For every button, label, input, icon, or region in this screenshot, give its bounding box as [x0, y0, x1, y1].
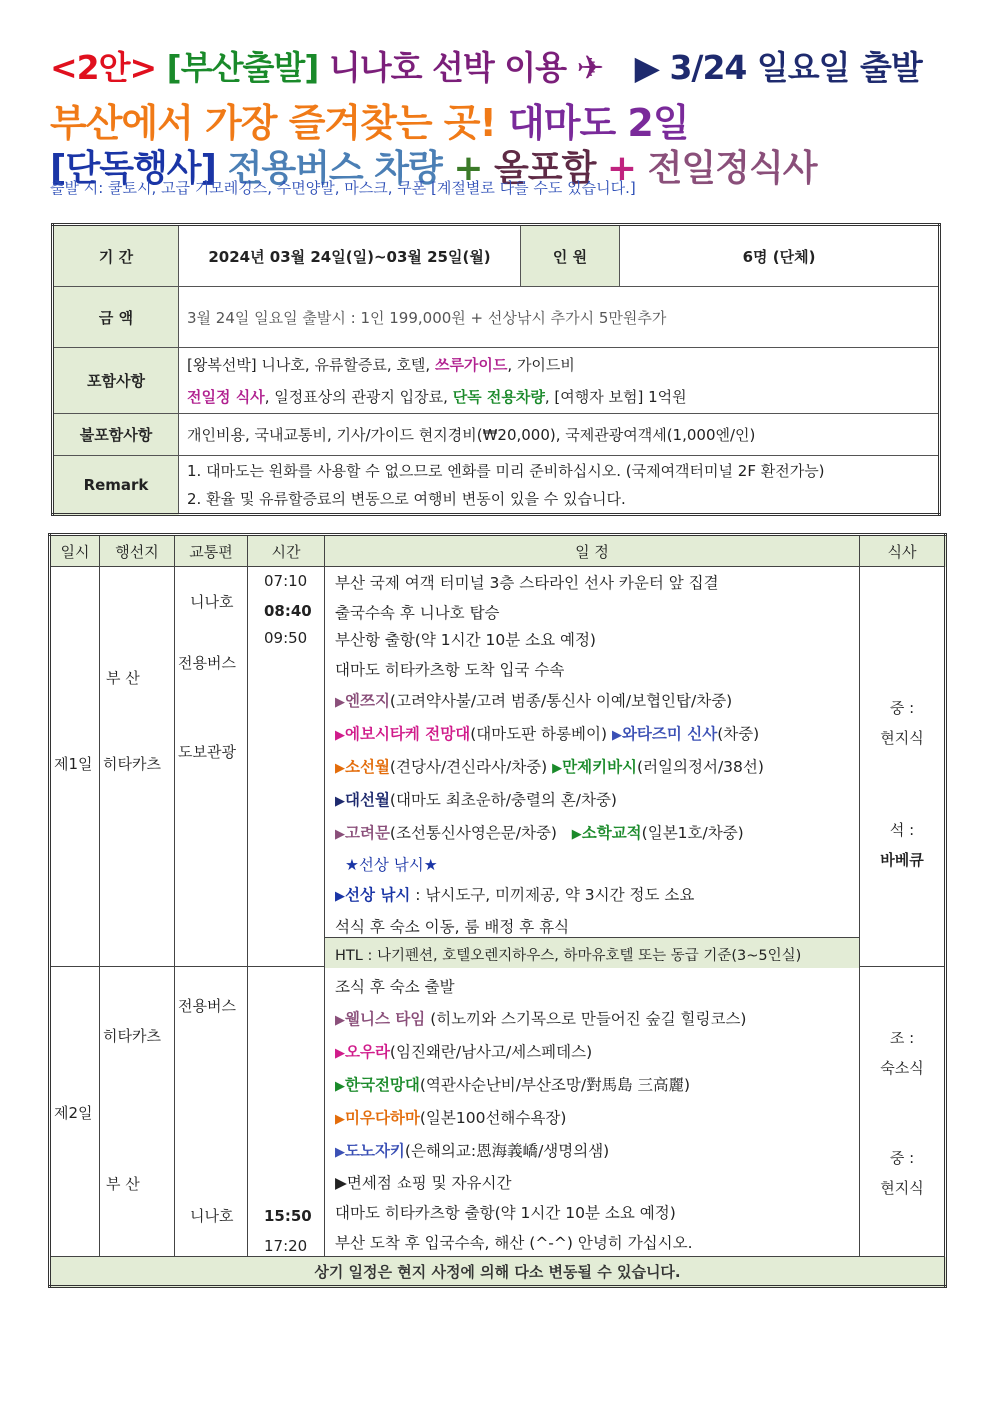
day2-item: 부산 도착 후 입국수속, 해산 (^-^) 안녕히 가십시오.	[335, 1234, 693, 1252]
bullet-icon: ▶	[571, 827, 582, 842]
day1-item: 대마도 히타카츠항 도착 입국 수속	[335, 661, 565, 679]
day1-dest-busan: 부 산	[106, 669, 140, 687]
remark-label: Remark	[53, 456, 179, 515]
day1-time-3: 09:50	[264, 629, 308, 647]
day2-itinerary-cell	[325, 967, 860, 1257]
day2-time-cell	[248, 967, 325, 1257]
price-value: 3월 24일 일요일 출발시 : 1인 199,000원 + 선상낚시 추가시 5만원추가	[179, 287, 940, 348]
day2-item: ▶미우다하마(일본100선해수욕장)	[335, 1109, 567, 1127]
header-date: 일시	[50, 535, 100, 567]
day2-dest-hitakatsu: 히타카츠	[103, 1027, 161, 1045]
bullet-icon: ▶	[335, 794, 345, 809]
day2-label-cell	[50, 967, 100, 1257]
day2-item: ▶한국전망대(역관사순난비/부산조망/對馬島 三高麗)	[335, 1076, 691, 1094]
bullet-icon: ▶	[335, 1046, 345, 1061]
day1-meals-cell	[860, 567, 946, 967]
people-value: 6명 (단체)	[620, 225, 940, 287]
day2-item: ▶면세점 쇼핑 및 자유시간	[335, 1174, 512, 1192]
day1-time-2: 08:40	[264, 602, 312, 620]
ship-label: 니나호 선박 이용 ✈	[328, 48, 604, 87]
day1-time-cell	[248, 567, 325, 967]
bullet-icon: ▶	[335, 695, 345, 710]
day2-meals-cell	[860, 967, 946, 1257]
departure-label: [부산출발]	[166, 48, 319, 87]
day1-destination-cell	[100, 567, 175, 967]
day1-itinerary-cell	[325, 567, 860, 967]
day2-item: ▶오우라(임진왜란/남사고/세스페데스)	[335, 1043, 593, 1061]
day2-transport-cell	[175, 967, 248, 1257]
bullet-icon: ▶	[335, 827, 345, 842]
schedule-footer-note: 상기 일정은 현지 사정에 의해 다소 변동될 수 있습니다.	[50, 1257, 946, 1287]
day1-item: ▶고려문(조선통신사영은문/차중) ▶소학교적(일본1호/차중)	[335, 824, 744, 842]
bullet-icon: ▶	[335, 1013, 345, 1028]
people-label: 인 원	[521, 225, 620, 287]
day2-lunch-label: 중 :	[889, 1149, 915, 1167]
all-inclusive-label: 올포함	[494, 148, 596, 189]
bullet-icon: ▶	[335, 889, 345, 904]
day2-item: 대마도 히타카츠항 출항(약 1시간 10분 소요 예정)	[335, 1204, 676, 1222]
header-transport: 교통편	[175, 535, 248, 567]
headline-a: 부산에서 가장 즐겨찾는 곳!	[50, 101, 496, 145]
arrow-icon: ▶	[634, 48, 659, 87]
plan-label: <2안>	[50, 48, 157, 87]
day1-label: 제1일	[54, 755, 93, 773]
period-value: 2024년 03월 24일(일)~03월 25일(월)	[179, 225, 521, 287]
day1-item: 부산 국제 여객 터미널 3층 스타라인 선사 카운터 앞 집결	[335, 574, 719, 592]
price-label: 금 액	[53, 287, 179, 348]
header-meals: 식사	[860, 535, 946, 567]
day1-lunch-label: 중 :	[889, 699, 915, 717]
day1-dest-hitakatsu: 히타카츠	[103, 755, 161, 773]
bullet-icon: ▶	[335, 761, 345, 776]
day1-item: ★선상 낚시★	[345, 856, 438, 874]
hotel-row	[325, 937, 859, 968]
plus-2: +	[606, 148, 637, 189]
day1-transport-bus: 전용버스	[178, 654, 236, 672]
day1-transport-walk: 도보관광	[178, 743, 236, 761]
day2-label: 제2일	[54, 1104, 93, 1122]
departure-date: 3/24 일요일 출발	[669, 48, 922, 87]
day2-transport-bus: 전용버스	[178, 997, 236, 1015]
header-itinerary: 일 정	[325, 535, 860, 567]
day1-dinner-label: 석 :	[889, 821, 915, 839]
day1-item: 출국수속 후 니나호 탑승	[335, 604, 500, 622]
day2-dest-busan: 부 산	[106, 1175, 140, 1193]
period-label: 기 간	[53, 225, 179, 287]
day1-item: 석식 후 숙소 이동, 룸 배정 후 휴식	[335, 918, 570, 936]
included-value: [왕복선박] 니나호, 유류할증료, 호텔, 쓰루가이드, 가이드비 전일정 식사, 일정표상의 관광지 입장료, 단독 전용차량, [여행자 보험] 1억원	[179, 348, 940, 414]
day2-time-2: 17:20	[264, 1237, 308, 1255]
bullet-icon: ▶	[611, 728, 622, 743]
bullet-icon: ▶	[335, 1112, 345, 1127]
day2-transport-ninaho: 니나호	[190, 1207, 234, 1225]
day1-lunch: 현지식	[880, 729, 924, 747]
day1-dinner: 바베큐	[880, 851, 924, 869]
bus-label: 전용버스 차량	[227, 148, 442, 189]
day1-item: ▶엔쯔지(고려약사불/고려 범종/통신사 이예/보협인탑/차중)	[335, 692, 733, 710]
header-destination: 행선지	[100, 535, 175, 567]
day1-item: ▶대선월(대마도 최초운하/충렬의 혼/차중)	[335, 791, 617, 809]
day1-transport-ninaho: 니나호	[190, 593, 234, 611]
hotel-info: HTL : 나기펜션, 호텔오렌지하우스, 하마유호텔 또는 동급 기준(3~5인실)	[335, 948, 802, 964]
info-table	[51, 223, 941, 516]
title-line-1	[50, 42, 922, 89]
included-label: 포함사항	[53, 348, 179, 414]
bullet-icon: ▶	[335, 1145, 345, 1160]
remark-value: 1. 대마도는 원화를 사용할 수 없으므로 엔화를 미리 준비하십시오. (국제여객터미널 2F 환전가능) 2. 환율 및 유류할증료의 변동으로 여행비 변동이 있을 수 있습니다.	[179, 456, 940, 515]
day1-item: ▶선상 낚시 : 낚시도구, 미끼제공, 약 3시간 정도 소요	[335, 886, 695, 904]
day1-item: 부산항 출항(약 1시간 10분 소요 예정)	[335, 631, 596, 649]
day1-label-cell	[50, 567, 100, 967]
day1-item: ▶에보시타케 전망대(대마도판 하롱베이) ▶와타즈미 신사(차중)	[335, 725, 760, 743]
day2-item: ▶도노자키(은해의교:恩海義嶠/생명의샘)	[335, 1142, 610, 1160]
day2-item: ▶웰니스 타임 (히노끼와 스기목으로 만들어진 숲길 힐링코스)	[335, 1010, 747, 1028]
day2-item: 조식 후 숙소 출발	[335, 978, 455, 996]
departure-note: 출발 시: 쿨토시, 고급 기모레깅스, 수면양말, 마스크, 쿠폰 [계절별로 다를 수도 있습니다.]	[50, 179, 636, 197]
day2-destination-cell	[100, 967, 175, 1257]
day1-transport-cell	[175, 567, 248, 967]
private-tour-label: [단독행사]	[50, 148, 217, 189]
day2-time-1: 15:50	[264, 1207, 312, 1225]
bullet-icon: ▶	[335, 728, 345, 743]
excluded-value: 개인비용, 국내교통비, 기사/가이드 현지경비(₩20,000), 국제관광여객세(1,000엔/인)	[179, 414, 940, 456]
bullet-icon: ▶	[335, 1079, 345, 1094]
day2-lunch: 현지식	[880, 1179, 924, 1197]
day2-breakfast-label: 조 :	[889, 1029, 915, 1047]
header-time: 시간	[248, 535, 325, 567]
day1-item: ▶소선월(견당사/견신라사/차중) ▶만제키바시(러일의정서/38선)	[335, 758, 764, 776]
day2-breakfast: 숙소식	[880, 1059, 924, 1077]
headline-b: 대마도 2일	[508, 101, 689, 145]
title-line-2	[50, 92, 689, 147]
excluded-label: 불포함사항	[53, 414, 179, 456]
schedule-table	[48, 533, 947, 1288]
plus-1: +	[453, 148, 483, 189]
day1-time-1: 07:10	[264, 572, 308, 590]
meals-label: 전일정식사	[647, 148, 817, 189]
bullet-icon: ▶	[552, 761, 563, 776]
